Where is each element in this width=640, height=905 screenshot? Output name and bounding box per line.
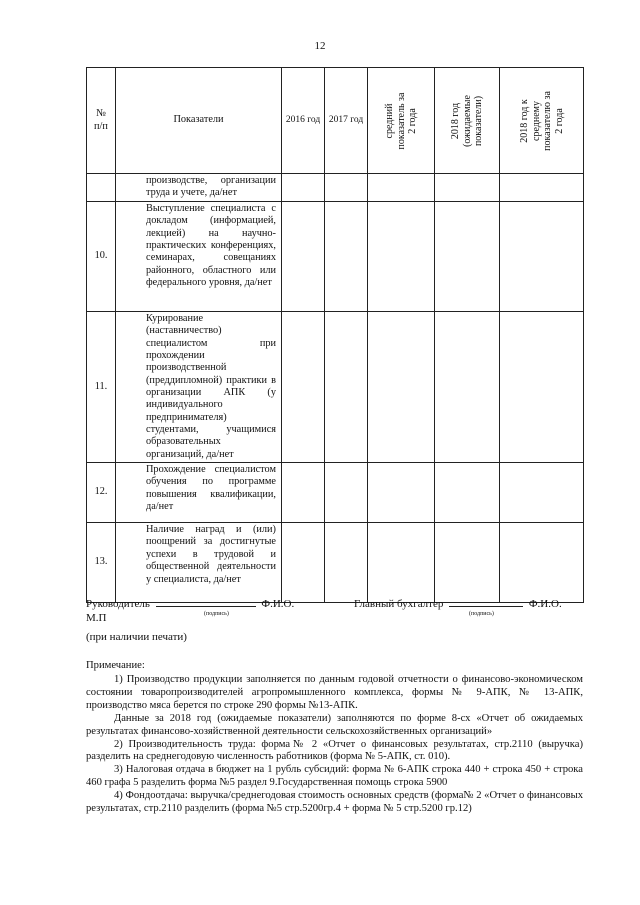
accountant-sign-caption: (подпись) [469, 611, 494, 617]
head-label: Руководитель [86, 598, 150, 610]
notes-section [86, 660, 583, 816]
row-indicator: Курирование (наставничество) специалистом при прохождении производственной (преддипломной) практики в организации АПК (у индивидуального предпринимателя) студентами, учащимися образовательных организаций, да/нет [116, 312, 282, 463]
header-indicators: Показатели [116, 68, 282, 174]
table-row [87, 312, 584, 463]
table-row [87, 174, 584, 202]
row-num: 11. [87, 312, 116, 463]
note-item: 2) Производительность труда: форма№ 2 «Отчет о финансовых результатах, стр.2110 (выручка) разделить на среднегодовую численность работников (форма № 5-АПК, ст. 010). [86, 738, 583, 763]
head-signature [86, 598, 294, 610]
note-title: Примечание: [86, 660, 145, 671]
note-item: 4) Фондоотдача: выручка/среднегодовая стоимость основных средств (форма№ 2 «Отчет о финансовых результатах, стр.2110 разделить (форма №5 стр.5200гр.4 + форма № 5 стр.5200 гр.12) [86, 790, 583, 815]
row-num [87, 174, 116, 202]
header-num: № п/п [87, 68, 116, 174]
row-num: 13. [87, 523, 116, 603]
table-row [87, 463, 584, 523]
indicators-table [86, 67, 584, 603]
note-item: Данные за 2018 год (ожидаемые показатели) заполняются по форме 8-сх «Отчет об ожидаемых результатах финансово-хозяйственной деятельности сельскохозяйственных организаций» [86, 712, 583, 737]
stamp-note: (при наличии печати) [86, 631, 187, 643]
row-indicator: Выступление специалиста с докладом (информацией, лекцией) на научно-практических конференциях, семинарах, совещаниях районного, областного или федерального уровня, да/нет [116, 202, 282, 312]
accountant-fio: Ф.И.О. [528, 598, 562, 610]
row-indicator: Наличие наград и (или) поощрений за достигнутые успехи в трудовой и общественной деятельности у специалиста, да/нет [116, 523, 282, 603]
accountant-label: Главный бухгалтер [354, 598, 444, 610]
stamp-mp: М.П [86, 612, 107, 624]
table-row [87, 523, 584, 603]
row-num: 10. [87, 202, 116, 312]
header-ratio: 2018 год к среднему показателю за 2 года [500, 68, 584, 174]
table-header-row [87, 68, 584, 174]
row-indicator: производстве, организации труда и учете, да/нет [116, 174, 282, 202]
table-row [87, 202, 584, 312]
note-item: 3) Налоговая отдача в бюджет на 1 рубль субсидий: форма № 6-АПК строка 440 + строка 450 + строка 460 графа 5 разделить форма №5 раздел 9.Государственная помощь строка 5900 [86, 764, 583, 789]
accountant-signature [354, 598, 562, 610]
page-number: 12 [314, 40, 326, 52]
header-average: средний показатель за 2 года [368, 68, 435, 174]
header-2018: 2018 год (ожидаемые показатели) [435, 68, 500, 174]
header-2017: 2017 год [325, 68, 368, 174]
header-2016: 2016 год [282, 68, 325, 174]
row-num: 12. [87, 463, 116, 523]
row-indicator: Прохождение специалистом обучения по программе повышения квалификации, да/нет [116, 463, 282, 523]
head-fio: Ф.И.О. [261, 598, 295, 610]
head-sign-caption: (подпись) [204, 611, 229, 617]
note-item: 1) Производство продукции заполняется по данным годовой отчетности о финансово-экономическом состоянии товаропроизводителей агропромышленного комплекса, формы № 9-АПК, № 13-АПК, производство мяса берется по строке 290 формы №13-АПК. [86, 673, 583, 711]
